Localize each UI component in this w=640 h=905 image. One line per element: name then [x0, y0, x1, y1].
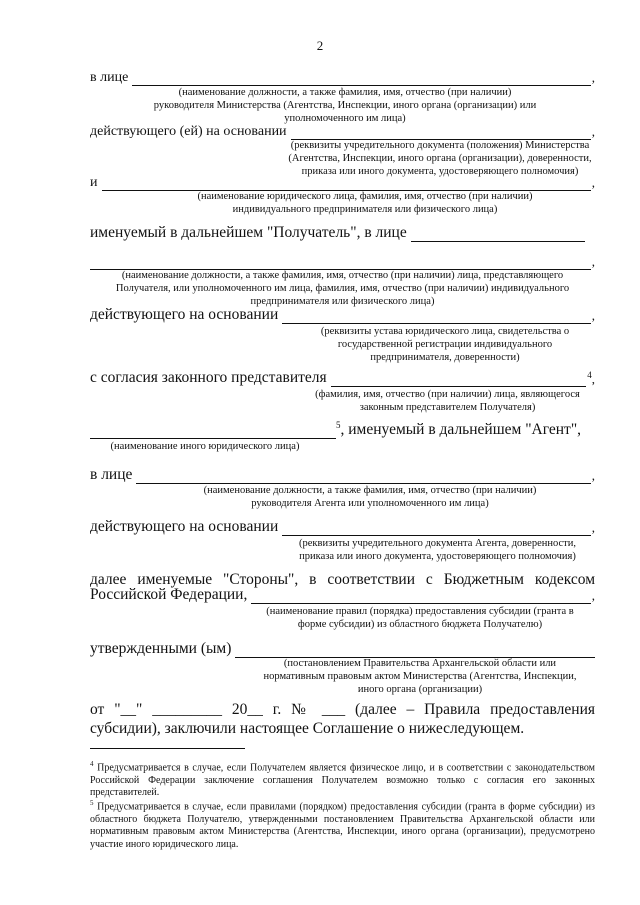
footnote-4-marker: 4 — [587, 369, 592, 380]
footnote-num: 5 — [90, 799, 94, 807]
deystv-1-label: действующего (ей) на основании — [90, 124, 287, 139]
comma: , — [591, 124, 595, 139]
pravila-field[interactable] — [251, 588, 590, 604]
v-lice-hint: (наименование должности, а также фамилия, имя, отчество (при наличии) руководителя Министерства (Агентства, Инспекции, иного органа (организации) или уполномоченного им лица) — [153, 87, 537, 124]
dalee-hint: (наименование правил (порядка) предоставления субсидии (гранта в форме субсидии) из областного бюджета Получателю) — [266, 606, 574, 630]
poluchatel-line-2 — [90, 252, 595, 270]
i-label: и — [90, 175, 98, 190]
deystv-3-line — [90, 518, 595, 536]
v-lice-2-line — [90, 466, 595, 484]
deystv-2-hint: (реквизиты устава юридического лица, свидетельства о государственной регистрации индивидуального предпринимателя, доверенности) — [320, 326, 570, 363]
poluchatel-hint: (наименование должности, а также фамилия, имя, отчество (при наличии) лица, представляющего Получателя, или уполномоченного им лица, фамилия, имя, отчество (при наличии) индивидуального предпринимателя или физического лица) — [115, 270, 570, 307]
page-number: 2 — [316, 38, 324, 53]
poluchatel-label: именуемый в дальнейшем "Получатель", в лице — [90, 224, 407, 241]
dalee-line — [90, 586, 595, 604]
footnote-text: Предусматривается в случае, если Получателем является физическое лицо, и в соответствии с законодательством Российской Федерации заключение соглашения Получателем возможно только с согласия его законных представителей. — [90, 762, 595, 799]
i-line — [90, 173, 595, 191]
v-lice-2-label: в лице — [90, 466, 133, 483]
utverzhd-field[interactable] — [235, 642, 595, 658]
agent-label: , именуемый в дальнейшем "Агент", — [340, 421, 582, 438]
footnote-4 — [90, 758, 595, 800]
poluchatel-field[interactable] — [411, 226, 585, 242]
poluchatel-line — [90, 224, 585, 242]
utverzhd-line — [90, 640, 595, 658]
comma: , — [591, 70, 595, 85]
v-lice-2-hint: (наименование должности, а также фамилия, имя, отчество (при наличии) руководителя Агента или уполномоченного им лица) — [203, 485, 537, 509]
v-lice-label: в лице — [90, 70, 129, 85]
i-field[interactable] — [102, 175, 591, 191]
footnote-num: 4 — [90, 760, 94, 768]
deystv-2-line — [90, 306, 595, 324]
utverzhd-label: утвержденными (ым) — [90, 640, 232, 657]
dalee-label: Российской Федерации, — [90, 586, 248, 603]
comma: , — [591, 520, 595, 535]
deystv-3-label: действующего на основании — [90, 518, 279, 535]
agent-line — [90, 421, 595, 439]
v-lice-line — [90, 68, 595, 86]
deystv-3-field[interactable] — [282, 520, 591, 536]
v-lice-field[interactable] — [132, 70, 590, 86]
v-lice-2-field[interactable] — [136, 468, 590, 484]
soglasie-label: с согласия законного представителя — [90, 369, 327, 386]
comma: , — [591, 308, 595, 323]
poluchatel-field-2[interactable] — [90, 254, 591, 270]
comma: , — [591, 175, 595, 190]
dalee-text: далее именуемые "Стороны", в соответствии с Бюджетным кодексом — [90, 571, 595, 588]
comma: , — [591, 468, 595, 483]
footnote-separator — [90, 748, 245, 749]
comma: , — [591, 254, 595, 269]
footnote-5 — [90, 797, 595, 851]
i-hint: (наименование юридического лица, фамилия, имя, отчество (при наличии) индивидуального предпринимателя или физического лица) — [197, 191, 533, 215]
footnote-text: Предусматривается в случае, если правилами (порядком) предоставления субсидии (гранта в форме субсидии) из областного бюджета Получателю, утвержденными постановлением Правительства Архангельской области или нормативным правовым актом Министерства (Агентства, Инспекции, иного органа (организации), предусмотрено участие иного юридического лица. — [90, 801, 596, 850]
utverzhd-hint: (постановлением Правительства Архангельской области или нормативным правовым актом Министерства (Агентства, Инспекции, иного органа (организации) — [263, 658, 577, 695]
soglasie-field[interactable] — [331, 371, 587, 387]
agent-label-wrap — [336, 420, 585, 439]
agent-field[interactable] — [90, 423, 336, 439]
deystv-2-field[interactable] — [282, 308, 591, 324]
deystv-1-hint: (реквизиты учредительного документа (положения) Министерства (Агентства, Инспекции, иного органа (организации), доверенности, приказа или иного документа, удостоверяющего полномочия) — [288, 140, 592, 177]
footnote-5-marker: 5 — [336, 419, 341, 430]
footnote-ref-4 — [586, 370, 595, 387]
soglasie-hint: (фамилия, имя, отчество (при наличии) лица, являющегося законным представителем Получателя) — [315, 389, 580, 413]
closing-text: от "__" _________ 20__ г. № ___ (далее – Правила предоставления субсидии), заключили настоящее Соглашение о нижеследующем. — [90, 701, 595, 737]
comma: , — [591, 588, 595, 603]
agent-hint: (наименование иного юридического лица) — [110, 441, 300, 452]
soglasie-line — [90, 369, 595, 387]
deystv-2-label: действующего на основании — [90, 306, 279, 323]
deystv-1-line — [90, 122, 595, 140]
deystv-1-field[interactable] — [291, 124, 591, 140]
comma: , — [591, 371, 595, 386]
deystv-3-hint: (реквизиты учредительного документа Агента, доверенности, приказа или иного документа, удостоверяющего полномочия) — [299, 538, 576, 562]
